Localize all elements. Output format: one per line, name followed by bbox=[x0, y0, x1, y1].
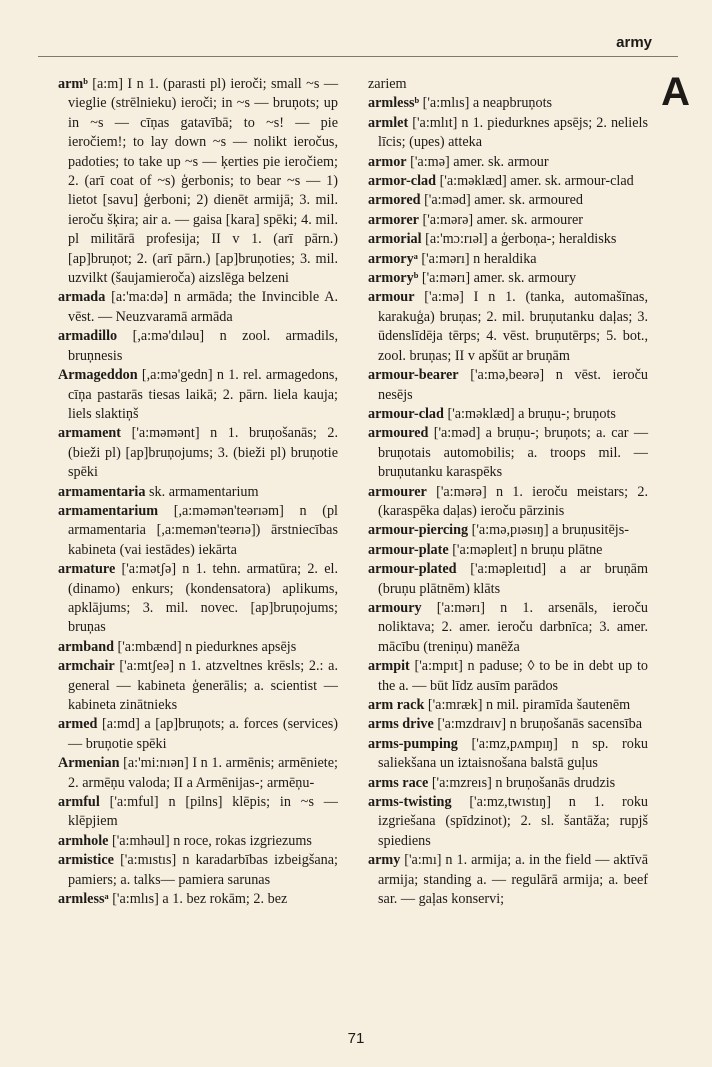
entry-definition: [a:m] I n 1. (parasti pl) ieroči; small ~s — vieglie (strēlnieku) ieroči; in ~s — bruņots; up in ~s — cīņas gatavībā; to ~s! — pie ieročiem!; to lay down ~s — nolikt ieročus, padoties; to take up ~s — ķerties pie ieročiem; 2. (arī coat of ~s) ģerbonis; to bear ~s — 1) lietot [savu] ģerboni; 2) dienēt armijā; 3. mil. ieroču šķira; air a. — gaisa [kara] spēki; 4. mil. pl militārā profesija; II v 1. (arī pārn.) [ap]bruņot; 2. (arī pārn.) [ap]bruņoties; 3. mil. uzvilkt (šaujamieroča) aizslēga belzeni bbox=[68, 76, 339, 287]
entry-headword: armour bbox=[368, 289, 415, 306]
dictionary-entry bbox=[58, 75, 338, 288]
entry-headword: armour-piercing bbox=[368, 522, 469, 539]
entry-headword: armamentaria bbox=[58, 483, 146, 500]
dictionary-entry bbox=[58, 424, 338, 482]
entry-headword: armoryᵇ bbox=[368, 270, 419, 287]
entry-definition: ['a:məpleıt] n bruņu plātne bbox=[452, 541, 603, 558]
entry-headword: armoryᵃ bbox=[368, 250, 418, 267]
entry-headword: armada bbox=[58, 289, 106, 306]
entry-headword: armour-clad bbox=[368, 405, 444, 422]
right-column bbox=[368, 75, 648, 909]
entry-definition: ['a:məklæd] a bruņu-; bruņots bbox=[447, 405, 616, 422]
entry-definition: ['a:mbænd] n piedurknes apsējs bbox=[117, 638, 297, 655]
entry-headword: armor bbox=[368, 153, 407, 170]
entry-definition: [a:md] a [ap]bruņots; a. forces (services) — bruņotie spēki bbox=[68, 716, 339, 752]
dictionary-entry bbox=[368, 599, 648, 657]
entry-headword: armlessᵇ bbox=[368, 95, 420, 112]
dictionary-entry bbox=[368, 211, 648, 230]
dictionary-entry bbox=[58, 483, 338, 502]
entry-definition: ['a:məklæd] amer. sk. armour-clad bbox=[439, 173, 634, 190]
entry-definition: ['a:mətʃə] n 1. tehn. armatūra; 2. el. (dinamo) enkurs; (kondensatora) aplikums, apklājums; 3. mil. novec. [ap]bruņojums; bruņas bbox=[68, 561, 339, 636]
entry-headword: armchair bbox=[58, 658, 115, 675]
entry-headword: armament bbox=[58, 425, 122, 442]
entry-headword: armored bbox=[368, 192, 421, 209]
dictionary-entry bbox=[368, 114, 648, 153]
dictionary-entry bbox=[368, 172, 648, 191]
dictionary-entry bbox=[58, 832, 338, 851]
dictionary-entry bbox=[58, 851, 338, 890]
dictionary-entry bbox=[368, 75, 648, 94]
entry-headword: armour-bearer bbox=[368, 367, 459, 384]
entry-definition: zariem bbox=[368, 76, 407, 92]
dictionary-entry bbox=[368, 851, 648, 909]
dictionary-entry bbox=[58, 327, 338, 366]
entry-definition: ['a:mıstıs] n karadarbības izbeigšana; pamiers; a. talks— pamiera sarunas bbox=[68, 852, 338, 888]
entry-headword: armadillo bbox=[58, 328, 118, 345]
entry-definition: ['a:mə] amer. sk. armour bbox=[410, 153, 549, 170]
dictionary-entry bbox=[368, 230, 648, 249]
entry-headword: arms-twisting bbox=[368, 794, 452, 811]
dictionary-entry bbox=[58, 715, 338, 754]
entry-definition: ['a:mə,pıəsıŋ] a bruņusitējs- bbox=[471, 522, 629, 539]
entry-definition: ['a:mərə] amer. sk. armourer bbox=[422, 211, 584, 228]
dictionary-entry bbox=[368, 696, 648, 715]
entry-definition: ['a:mful] n [pilns] klēpis; in ~s — klēpjiem bbox=[68, 794, 338, 830]
entry-definition: ['a:mərı] n 1. arsenāls, ieroču noliktava; 2. amer. ieroču darbnīca; 3. amer. mācību (treniņu) manēža bbox=[378, 599, 649, 655]
entry-headword: armorer bbox=[368, 211, 419, 228]
entry-headword: armed bbox=[58, 716, 98, 733]
entry-definition: ['a:mə,beərə] n vēst. ieroču nesējs bbox=[378, 367, 648, 403]
dictionary-entry bbox=[368, 793, 648, 851]
entry-headword: armoury bbox=[368, 599, 422, 616]
entry-definition: ['a:mzdraıv] n bruņošanās sacensība bbox=[437, 716, 643, 733]
entry-headword: armourer bbox=[368, 483, 427, 500]
entry-headword: armhole bbox=[58, 832, 109, 849]
entry-headword: armᵇ bbox=[58, 76, 88, 92]
entry-definition: ['a:mz,pʌmpıŋ] n sp. roku saliekšana un iztaisnošana balstā guļus bbox=[378, 735, 649, 772]
entry-definition: ['a:mlıs] a 1. bez rokām; 2. bez bbox=[112, 891, 288, 908]
dictionary-entry bbox=[368, 424, 648, 482]
dictionary-entry bbox=[368, 735, 648, 774]
entry-headword: armful bbox=[58, 794, 100, 811]
dictionary-entry bbox=[368, 288, 648, 366]
entry-headword: armband bbox=[58, 638, 114, 655]
entry-definition: [,a:mə'dıləu] n zool. armadils, bruņnesis bbox=[68, 328, 338, 364]
entry-definition: ['a:mhəul] n roce, rokas izgriezums bbox=[111, 832, 312, 849]
entry-headword: armlet bbox=[368, 114, 409, 131]
header-rule bbox=[38, 56, 678, 57]
entry-headword: armour-plated bbox=[368, 561, 457, 578]
entry-definition: ['a:mı] n 1. armija; a. in the field — aktīvā armija; standing a. — regulārā armija; a. beef sar. — gaļas konservi; bbox=[378, 852, 649, 908]
entry-definition: ['a:mzreıs] n bruņošanās drudzis bbox=[431, 774, 616, 791]
entry-definition: ['a:mlıt] n 1. piedurknes apsējs; 2. neliels līcis; (upes) atteka bbox=[378, 114, 648, 151]
entry-headword: arms race bbox=[368, 774, 429, 791]
entry-headword: arm rack bbox=[368, 697, 425, 713]
dictionary-entry bbox=[58, 890, 338, 909]
entry-definition: ['a:mərı] amer. sk. armoury bbox=[421, 270, 577, 287]
dictionary-entry bbox=[58, 754, 338, 793]
entry-definition: ['a:mərı] n heraldika bbox=[421, 250, 537, 267]
entry-definition: ['a:mə] I n 1. (tanka, automašīnas, karakuģa) bruņas; 2. mil. bruņutanku daļas; 3. ūdenslīdēja tērps; 4. vēst. bruņutērps; 5. bot., zool. bruņas; II v apšūt ar bruņām bbox=[378, 289, 648, 364]
entry-headword: armistice bbox=[58, 852, 114, 869]
entry-definition: ['a:mlıs] a neapbruņots bbox=[422, 95, 553, 112]
dictionary-entry bbox=[368, 657, 648, 696]
entry-headword: armlessᵃ bbox=[58, 891, 109, 908]
dictionary-entry bbox=[368, 250, 648, 269]
entry-definition: ['a:məd] amer. sk. armoured bbox=[424, 192, 584, 209]
entry-definition: [a:'mi:nıən] I n 1. armēnis; armēniete; 2. armēņu valoda; II a Armēnijas-; armēņu- bbox=[68, 755, 338, 791]
entry-definition: ['a:mz,twıstıŋ] n 1. roku izgriešana (spīdzinot); 2. sl. šantāža; rupjš spiediens bbox=[378, 794, 649, 849]
entry-headword: armamentarium bbox=[58, 502, 159, 519]
page-number: 71 bbox=[347, 1030, 365, 1047]
entry-definition: ['a:mræk] n mil. piramīda šautenēm bbox=[427, 697, 631, 713]
entry-headword: armpit bbox=[368, 658, 410, 675]
left-column bbox=[58, 75, 338, 909]
dictionary-entry bbox=[368, 483, 648, 522]
entry-definition: [,a:mə'gedn] n 1. rel. armagedons, cīņa pastarās tiesas laikā; 2. pārn. liela kauja; liels slaktiņš bbox=[68, 367, 338, 422]
dictionary-entry bbox=[58, 288, 338, 327]
entry-definition: [,a:məmən'teərıəm] n (pl armamentaria [,a:memən'teərıə]) ārstniecības kabineta (vai iestādes) iekārta bbox=[68, 502, 338, 558]
dictionary-entry bbox=[368, 541, 648, 560]
dictionary-entry bbox=[368, 94, 648, 113]
entry-headword: arms drive bbox=[368, 716, 434, 733]
dictionary-entry bbox=[368, 405, 648, 424]
entry-headword: armour-plate bbox=[368, 541, 449, 558]
dictionary-entry bbox=[58, 560, 338, 638]
dictionary-entry bbox=[58, 793, 338, 832]
dictionary-entry bbox=[368, 269, 648, 288]
entry-definition: ['a:məd] a bruņu-; bruņots; a. car — bruņotais automobilis; a. troops mil. — bruņutanku karaspēks bbox=[378, 425, 649, 481]
dictionary-entry bbox=[368, 560, 648, 599]
dictionary-entry bbox=[58, 638, 338, 657]
running-head: army bbox=[616, 34, 652, 51]
entry-definition: ['a:məmənt] n 1. bruņošanās; 2. (bieži pl) [ap]bruņojums; 3. (bieži pl) bruņotie spēki bbox=[68, 425, 339, 481]
entry-definition: ['a:mpıt] n paduse; ◊ to be in debt up to the a. — būt līdz ausīm parādos bbox=[378, 658, 649, 694]
dictionary-entry bbox=[368, 153, 648, 172]
entry-headword: armor-clad bbox=[368, 173, 437, 190]
entry-headword: arms-pumping bbox=[368, 735, 458, 752]
entry-headword: Armageddon bbox=[58, 367, 138, 384]
dictionary-entry bbox=[368, 521, 648, 540]
entry-definition: [a:'ma:də] n armāda; the Invincible A. vēst. — Neuzvaramā armāda bbox=[68, 289, 338, 325]
dictionary-entry bbox=[368, 191, 648, 210]
entry-headword: army bbox=[368, 852, 401, 869]
dictionary-entry bbox=[368, 366, 648, 405]
entry-headword: armature bbox=[58, 561, 116, 578]
dictionary-entry bbox=[58, 366, 338, 424]
dictionary-entry bbox=[58, 502, 338, 560]
thumb-index-letter: A bbox=[661, 70, 690, 114]
entry-definition: ['a:mərə] n 1. ieroču meistars; 2. (karaspēka daļas) ieroču pārzinis bbox=[378, 483, 648, 519]
entry-definition: ['a:mtʃeə] n 1. atzveltnes krēsls; 2.: a. general — kabineta ģenerālis; a. scientist — kabineta zinātnieks bbox=[68, 658, 338, 713]
entry-headword: Armenian bbox=[58, 755, 120, 772]
entry-definition: sk. armamentarium bbox=[149, 483, 259, 500]
dictionary-entry bbox=[58, 657, 338, 715]
entry-headword: armoured bbox=[368, 425, 429, 442]
entry-definition: [a:'mɔ:rıəl] a ģerboņa-; heraldisks bbox=[425, 231, 617, 248]
dictionary-entry bbox=[368, 774, 648, 793]
dictionary-entry bbox=[368, 715, 648, 734]
entry-definition: ['a:məpleıtıd] a ar bruņām (bruņu plātnēm) klāts bbox=[378, 561, 648, 597]
entry-headword: armorial bbox=[368, 231, 422, 248]
